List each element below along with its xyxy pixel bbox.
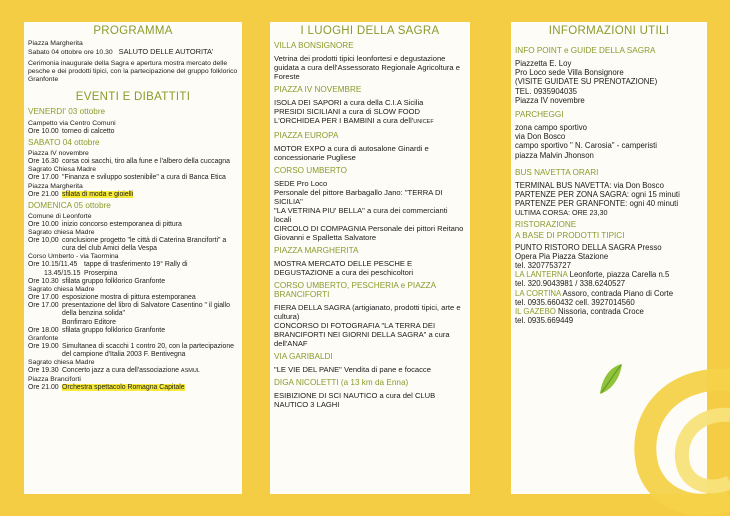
lanterna: LA LANTERNA Leonforte, piazza Carella n.5 (515, 270, 670, 280)
sec-ristorazione-2: A BASE DI PRODOTTI TIPICI (515, 230, 625, 240)
event-row: Bonfirraro Editore (62, 318, 117, 326)
park-bosco: via Don Bosco (515, 132, 566, 142)
concorso: CONCORSO DI FOTOGRAFIA "LA TERRA DEI BRANCIFORTI NEI GIORNI DELLA SAGRA" a cura dell'ANAF (274, 321, 450, 348)
sec-diga: DIGA NICOLETTI (a 13 km da Enna) (274, 378, 409, 387)
bus-partenze-granfonte: PARTENZE PER GRANFONTE: ogni 40 minuti (515, 199, 679, 209)
sec-ristorazione: RISTORAZIONE (515, 219, 577, 229)
sec-piazza-iv: PIAZZA IV NOVEMBRE (274, 85, 362, 94)
vie-del-pane: "LE VIE DEL PANE" Vendita di pane e focacce (274, 365, 431, 374)
day-sabato: SABATO 04 ottobre (28, 138, 100, 148)
sec-pescheria: CORSO UMBERTO, PESCHERIA e PIAZZA BRANCIFORTI (274, 281, 436, 299)
event-row: Ore 10,00 conclusione progetto "le città di Caterina Branciforti" a cura del club Amici della Vespa (28, 237, 227, 253)
event-row: Ore 10.30 sfilata gruppo folklorico Granfonte (28, 277, 166, 285)
sec-europa: PIAZZA EUROPA (274, 131, 339, 140)
opera-pia: Opera Pia Piazza Stazione (515, 251, 609, 261)
eventi-title: EVENTI E DIBATTITI (75, 91, 191, 103)
event-row: Ore 18.00 sfilata gruppo folklorico Granfonte (28, 326, 166, 334)
venue-sagrato: Sagrato chiesa Madre (28, 359, 95, 367)
park-malvin: piazza Malvin Jhonson (515, 150, 594, 160)
info-piazza: Piazza IV novembre (515, 95, 585, 105)
info-proloco: Pro Loco sede Villa Bonsignore (515, 68, 624, 78)
tel-cortina: tel. 0935.660432 cell. 3927014560 (515, 297, 635, 307)
programma-time: Sabato 04 ottobre ore 10.30 (28, 49, 113, 56)
motor: MOTOR EXPO a cura di autosalone Ginardi e concessionarie Pugliese (274, 144, 429, 162)
highlight-sfilata: sfilata di moda e gioielli (62, 190, 134, 198)
esibizione: ESIBIZIONE DI SCI NAUTICO a cura del CLUB NAUTICO 3 LAGHI (274, 391, 436, 409)
programma-title: PROGRAMMA (93, 25, 173, 37)
cortina: LA CORTINA Assoro, contrada Piano di Corte (515, 288, 674, 298)
sec-margherita: PIAZZA MARGHERITA (274, 246, 359, 255)
sede: SEDE Pro Loco (274, 179, 328, 188)
venue-sagrato: Sagrato Chiesa Madre (28, 166, 97, 174)
event-row: Ore 19.00 Simultanea di scacchi 1 contro 20, con la partecipazione del campione d'Italia 2003 F. Bentivegna (28, 343, 234, 359)
venue-sagrato: Sagrato chiesa Madre (28, 286, 95, 294)
venue-piazza-branciforti: Piazza Branciforti (28, 375, 81, 383)
sec-infopoint: INFO POINT e GUIDE DELLA SAGRA (515, 46, 656, 55)
tel-ristoro: tel. 3207753727 (515, 261, 571, 271)
event-row: Ore 17.00 esposizione mostra di pittura estemporanea (28, 294, 196, 302)
park-campo: campo sportivo " N. Carosia" - camperisti (515, 141, 658, 151)
venue-campetto: Campetto via Centro Comuni (28, 120, 116, 127)
sec-villa: VILLA BONSIGNORE (274, 41, 354, 50)
event-row: Ore 19.30 Concerto jazz a cura dell'associazione ASMUL (28, 367, 200, 375)
luoghi-title: I LUOGHI DELLA SAGRA (300, 25, 440, 37)
venue-comune: Comune di Leonforte (28, 212, 92, 220)
circolo: CIRCOLO DI COMPAGNIA Personale dei pittori Reitano Giovanni e Spalletta Salvatore (274, 224, 464, 242)
villa-text: Vetrina dei prodotti tipici leonfortesi e degustazione guidata a cura dell'Assessorato Regionale Agricoltura e Foreste (274, 54, 460, 81)
fiera: FIERA DELLA SAGRA (artigianato, prodotti tipici, arte e cultura) (274, 303, 461, 321)
programma-desc: Cerimonia inaugurale della Sagra e apertura mostra mercato delle pesche e dei prodotti tipici, con la partecipazione del gruppo folklorico Granfonte (28, 60, 238, 83)
event-row: Ore 17.00 presentazione del libro di Salvatore Casentino " il giallo della benzina solida" (28, 302, 230, 318)
punto-ristoro: PUNTO RISTORO DELLA SAGRA Presso (515, 242, 662, 252)
event-row: Ore 10.00 inizio concorso estemporanea di pittura (28, 220, 182, 228)
leaf-icon (598, 362, 624, 396)
venue-granfonte: Granfonte (28, 335, 59, 343)
mostra: MOSTRA MERCATO DELLE PESCHE E DEGUSTAZIONE a cura dei peschicoltori (274, 259, 414, 277)
bus-ultima: ULTIMA CORSA: ORE 23,30 (515, 208, 608, 218)
info-title: INFORMAZIONI UTILI (548, 25, 670, 37)
event-row: 13.45/15.15 Proserpina (44, 269, 118, 277)
luoghi-panel (270, 22, 470, 494)
info-loy: Piazzetta E. Loy (515, 59, 572, 68)
day-venerdi: VENERDI' 03 ottobre (28, 107, 106, 116)
info-visite: (VISITE GUIDATE SU PRENOTAZIONE) (515, 77, 658, 87)
park-zona: zona campo sportivo (515, 123, 587, 133)
unicef-tag: UNICEF (413, 119, 434, 125)
saluto-autorita: SALUTO DELLE AUTORITA' (118, 47, 214, 56)
info-tel: TEL. 0935904035 (515, 86, 577, 96)
event-row: Ore 10.15/11.45 tappe di trasferimento 19° Rally di (28, 261, 188, 269)
event-row: Ore 10.00 torneo di calcetto (28, 128, 115, 135)
programma-panel (24, 22, 242, 494)
swirl-decoration-icon (600, 320, 730, 516)
event-row: Ore 16.30 corsa coi sacchi, tiro alla fune e l'albero della cuccagna (28, 158, 230, 166)
tel-gazebo: tel. 0935.669449 (515, 316, 574, 326)
sec-corso: CORSO UMBERTO (274, 166, 347, 175)
personale: Personale del pittore Barbagallo Jano: "TERRA DI SICILIA" (274, 188, 443, 206)
programma-place: Piazza Margherita (28, 40, 83, 47)
venue-piazza-iv: Piazza IV novembre (28, 150, 89, 158)
bus-partenze-sagra: PARTENZE PER ZONA SAGRA: ogni 15 minuti (515, 190, 680, 200)
vetrina: "LA VETRINA PIU' BELLA" a cura dei commercianti locali (274, 206, 448, 224)
tel-lanterna: tel. 320.9043981 / 338.6240527 (515, 279, 626, 289)
asmul-tag: ASMUL (180, 368, 200, 375)
event-row: Ore 21.00 Orchestra spettacolo Romagna Capitale (28, 383, 185, 391)
isola: ISOLA DEI SAPORI a cura della C.I.A Sicilia (274, 98, 424, 107)
venue-corso: Corso Umberto - via Taormina (28, 253, 119, 261)
day-domenica: DOMENICA 05 ottobre (28, 200, 111, 210)
event-row: Ore 17.00 "Finanza e sviluppo sostenibile" a cura di Banca Etica (28, 174, 226, 182)
presidi: PRESIDI SICILIANI a cura di SLOW FOOD (274, 107, 421, 116)
bus-terminal: TERMINAL BUS NAVETTA: via Don Bosco (515, 180, 664, 190)
highlight-orchestra: Orchestra spettacolo Romagna Capitale (62, 383, 185, 391)
sec-garibaldi: VIA GARIBALDI (274, 352, 333, 361)
venue-sagrato: Sagrato chiesa Madre (28, 229, 95, 237)
sec-parcheggi: PARCHEGGI (515, 110, 564, 120)
sec-bus: BUS NAVETTA ORARI (515, 167, 599, 177)
gazebo: IL GAZEBO Nissoria, contrada Croce (515, 307, 644, 317)
venue-piazza-margherita: Piazza Margherita (28, 182, 83, 190)
orchidea: L'ORCHIDEA PER I BAMBINI a cura dell'UNICEF (274, 116, 434, 125)
event-row: Ore 21.00 sfilata di moda e gioielli (28, 190, 134, 198)
